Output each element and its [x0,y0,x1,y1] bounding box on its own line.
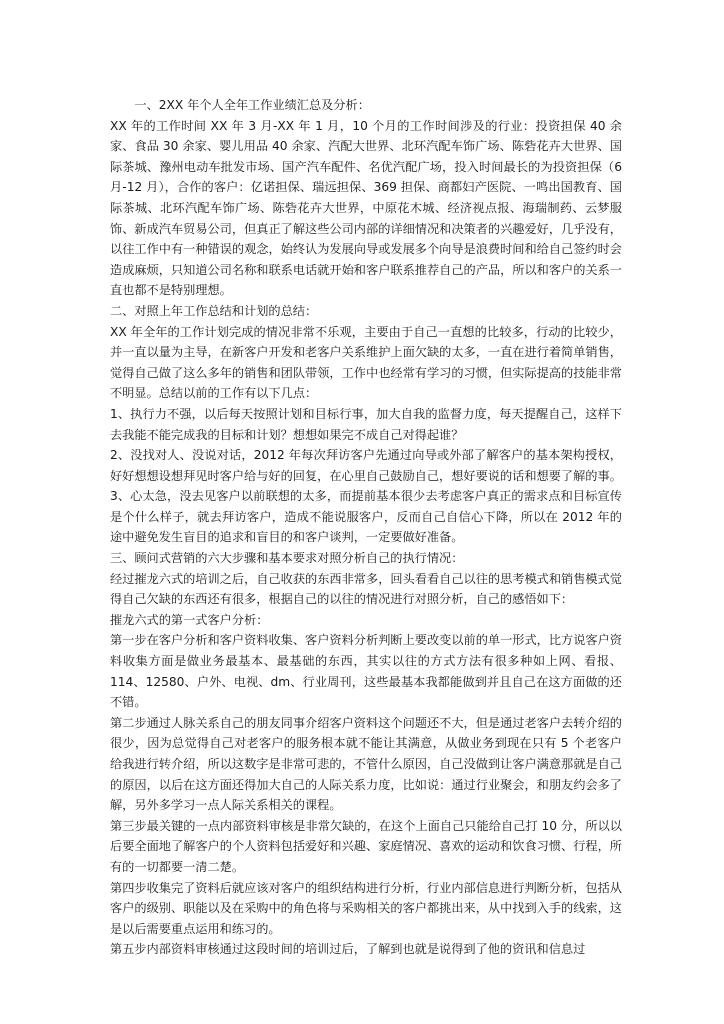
list-item: 1、执行力不强，以后每天按照计划和目标行事，加大自我的监督力度，每天提醒自己，这样下去我能不能完成我的目标和计划？想想如果完不成自己对得起谁？ [110,406,622,442]
paragraph: 第一步在客户分析和客户资料收集、客户资料分析判断上要改变以前的单一形式，比方说客户资料收集方面是做业务最基本、最基础的东西，其实以往的方式方法有很多种如上网、看报、114、12580、户外、电视、dm、行业周刊，这些最基本我都能做到并且自己在这方面做的还不错。 [110,633,622,710]
list-item: 2、没找对人、没说对话，2012 年每次拜访客户先通过向导或外部了解客户的基本架构授权，好好想想设想拜见时客户给与好的回复，在心里自己鼓励自己，想好要说的话和想要了解的事。 [110,448,622,483]
document-body [110,95,622,960]
section-heading-3: 三、顾问式营销的六大步骤和基本要求对照分析自己的执行情况： [110,551,464,566]
paragraph: 第三步最关键的一点内部资料审核是非常欠缺的，在这个上面自己只能给自己打 10 分，所以以后要全面地了解客户的个人资料包括爱好和兴趣、家庭情况、喜欢的运动和饮食习惯、行程，所有的一切都要一清二楚。 [110,818,622,874]
paragraph: XX 年全年的工作计划完成的情况非常不乐观，主要由于自己一直想的比较多，行动的比较少，并一直以量为主导，在新客户开发和老客户关系维护上面欠缺的太多，一直在进行着简单销售，觉得自己做了这么多年的销售和团队带领，工作中也经常有学习的习惯，但实际提高的技能非常不明显。总结以前的工作有以下几点： [110,324,622,401]
section-heading-1: 一、2XX 年个人全年工作业绩汇总及分析： [134,98,370,112]
subheading: 摧龙六式的第一式客户分析： [110,612,269,627]
list-item: 3、心太急，没去见客户以前联想的太多，而提前基本很少去考虑客户真正的需求点和目标宣传是个什么样子，就去拜访客户，造成不能说服客户，反而自己自信心下降，所以在 2012 年的途中避免发生盲目的追求和盲目的和客户谈判，一定要做好准备。 [110,489,622,545]
paragraph: 经过摧龙六式的培训之后，自己收获的东西非常多，回头看看自己以往的思考模式和销售模式觉得自己欠缺的东西还有很多，根据自己的以往的情况进行对照分析，自己的感悟如下： [110,571,622,607]
paragraph: 第四步收集完了资料后就应该对客户的组织结构进行分析，行业内部信息进行判断分析，包括从客户的级别、职能以及在采购中的角色将与采购相关的客户都挑出来，从中找到入手的线索，这是以后需要重点运用和练习的。 [110,880,622,936]
paragraph: XX 年的工作时间 XX 年 3 月-XX 年 1 月，10 个月的工作时间涉及的行业：投资担保 40 余家、食品 30 余家、婴儿用品 40 余家、汽配大世界、北环汽配车饰广场、陈砦花卉大世界、国际茶城、豫州电动车批发市场、国产汽车配件、名优汽配广场，投入时间最长的为投资担保（6月-12 月），合作的客户：亿诺担保、瑞远担保、369 担保、商都妇产医院、一鸣出国教育、国际茶城、北环汽配车饰广场、陈砦花卉大世界，中原花木城、经济视点报、海瑞制药、云梦服饰、新成汽车贸易公司，但真正了解这些公司内部的详细情况和决策者的兴趣爱好，几乎没有，以往工作中有一种错误的观念，始终认为发展向导或发展多个向导是浪费时间和给自己签约时会造成麻烦，只知道公司名称和联系电话就开始和客户联系推荐自己的产品，所以和客户的关系一直也都不是特别理想。 [110,118,622,298]
paragraph: 第五步内部资料审核通过这段时间的培训过后，了解到也就是说得到了他的资讯和信息过 [110,942,586,957]
section-heading-2: 二、对照上年工作总结和计划的总结： [110,303,318,318]
paragraph: 第二步通过人脉关系自己的朋友同事介绍客户资料这个问题还不大，但是通过老客户去转介绍的很少，因为总觉得自己对老客户的服务根本就不能让其满意，从做业务到现在只有 5 个老客户给我进行转介绍，所以这数字是非常可悲的，不管什么原因，自己没做到让客户满意那就是自己的原因，以后在这方面还得加大自己的人际关系力度，比如说：通过行业聚会，和朋友约会多了解，另外多学习一点人际关系相关的课程。 [110,715,622,813]
